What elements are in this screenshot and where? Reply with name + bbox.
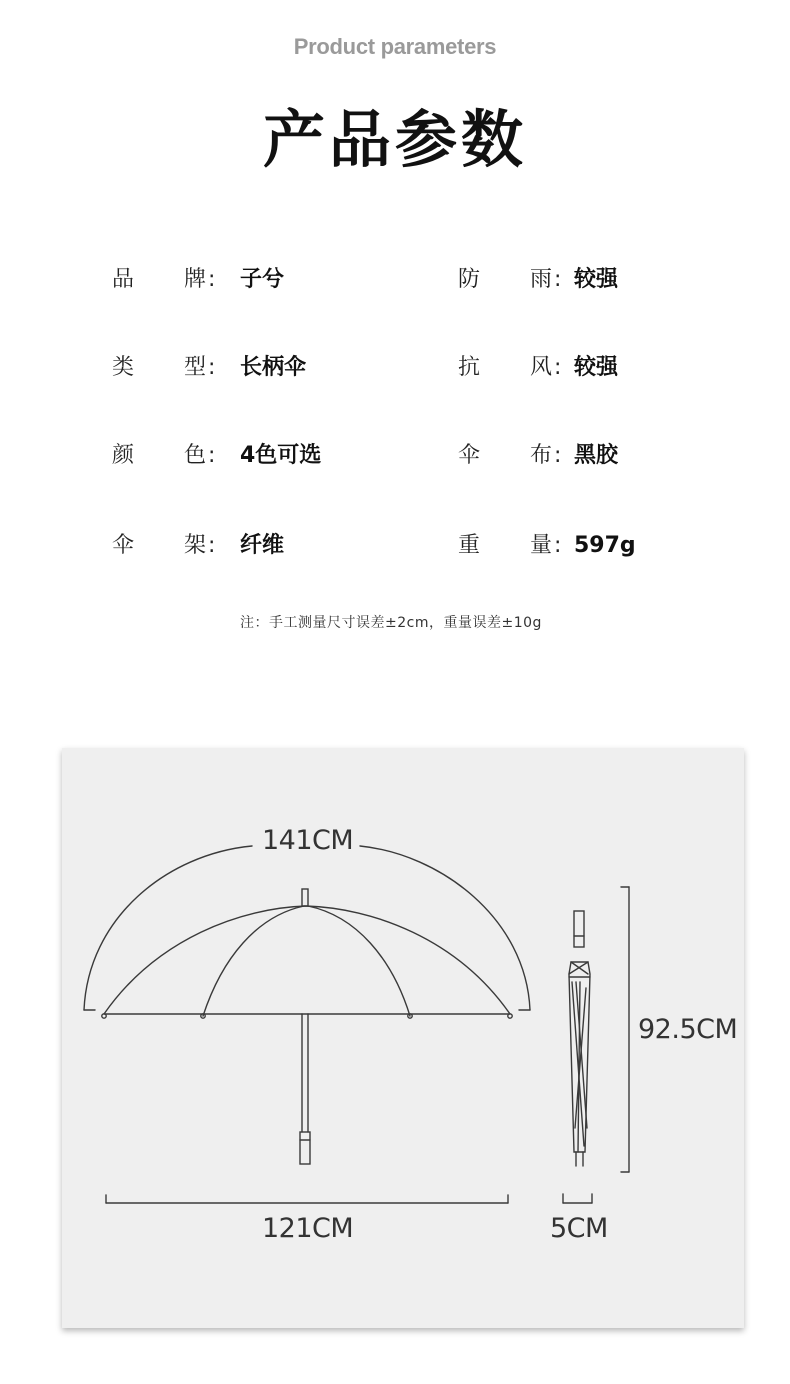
param-value: 黑胶 bbox=[574, 443, 619, 468]
param-key-char: 类 bbox=[112, 355, 135, 380]
closed-diameter-label: 5CM bbox=[550, 1213, 608, 1244]
param-key-char: 风 bbox=[530, 355, 553, 380]
param-colon: : bbox=[554, 533, 562, 558]
open-umbrella-icon bbox=[102, 889, 512, 1164]
arc-dimension-line bbox=[360, 846, 530, 1010]
param-key-char: 颜 bbox=[112, 443, 135, 468]
param-key-char: 品 bbox=[112, 267, 135, 292]
param-key-char: 伞 bbox=[112, 533, 135, 558]
param-key-char: 型 bbox=[184, 355, 207, 380]
param-value: 较强 bbox=[574, 267, 619, 292]
subtitle-english: Product parameters bbox=[293, 34, 497, 59]
param-value: 长柄伞 bbox=[240, 355, 307, 380]
width-dimension-line bbox=[106, 1195, 508, 1203]
param-colon: : bbox=[208, 443, 216, 468]
param-key-char: 伞 bbox=[458, 443, 481, 468]
param-colon: : bbox=[554, 267, 562, 292]
length-dimension-line bbox=[621, 887, 629, 1172]
param-value: 较强 bbox=[574, 355, 619, 380]
closed-length-label: 92.5CM bbox=[638, 1014, 738, 1045]
param-key-char: 抗 bbox=[458, 355, 481, 380]
param-value: 子兮 bbox=[240, 267, 285, 292]
dimension-panel bbox=[62, 748, 744, 1328]
param-colon: : bbox=[208, 355, 216, 380]
param-value: 4色可选 bbox=[240, 443, 322, 468]
param-key-char: 防 bbox=[458, 267, 481, 292]
param-key-char: 重 bbox=[458, 533, 481, 558]
param-colon: : bbox=[554, 355, 562, 380]
arc-dimension-line bbox=[84, 846, 252, 1010]
open-width-label: 121CM bbox=[262, 1213, 354, 1244]
param-key-char: 布 bbox=[530, 443, 553, 468]
param-key-char: 雨 bbox=[530, 267, 553, 292]
param-colon: : bbox=[554, 443, 562, 468]
arc-length-label: 141CM bbox=[262, 825, 354, 856]
page-title: 产品参数 bbox=[262, 103, 527, 176]
param-key-char: 量 bbox=[530, 533, 553, 558]
param-value: 纤维 bbox=[240, 533, 285, 558]
param-colon: : bbox=[208, 533, 216, 558]
measurement-note: 注：手工测量尺寸误差±2cm，重量误差±10g bbox=[240, 615, 542, 631]
closed-umbrella-icon bbox=[569, 911, 590, 1166]
param-colon: : bbox=[208, 267, 216, 292]
param-key-char: 架 bbox=[184, 533, 207, 558]
param-value: 597g bbox=[574, 533, 636, 558]
diameter-dimension-line bbox=[563, 1194, 592, 1203]
param-key-char: 色 bbox=[184, 443, 207, 468]
param-key-char: 牌 bbox=[184, 267, 207, 292]
